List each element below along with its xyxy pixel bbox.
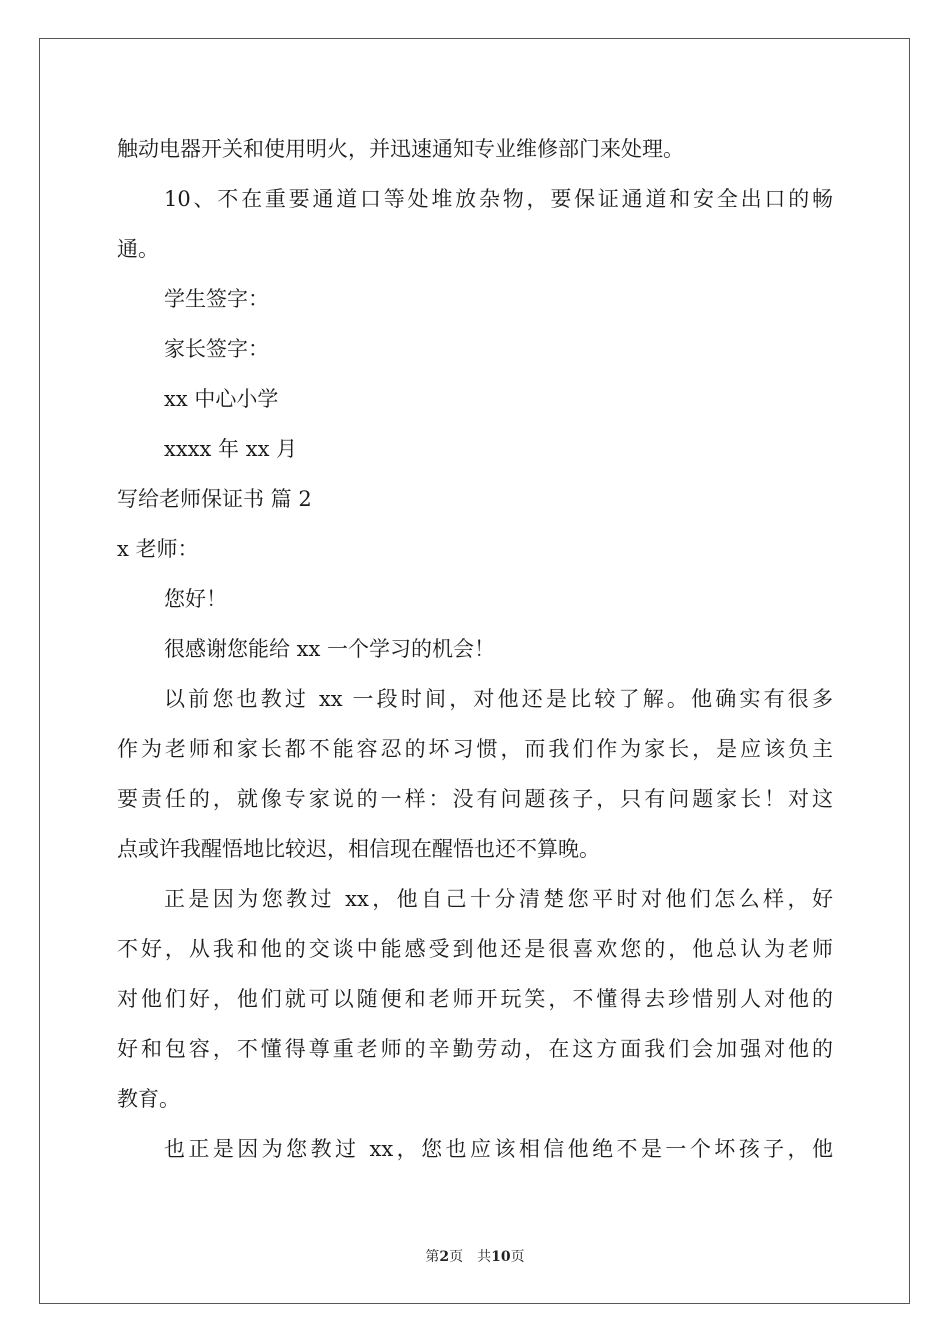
page-prefix: 第	[425, 1249, 440, 1265]
body-line: 不好，从我和他的交谈中能感受到他还是很喜欢您的，他总认为老师	[117, 937, 833, 961]
school-name: xx 中心小学	[164, 387, 279, 411]
total-prefix: 共	[477, 1249, 492, 1265]
student-signature-line: 学生签字：	[164, 287, 269, 311]
body-line: 作为老师和家长都不能容忍的坏习惯，而我们作为家长，是应该负主	[117, 737, 833, 761]
body-line: 好和包容，不懂得尊重老师的辛勤劳动，在这方面我们会加强对他的	[117, 1037, 833, 1061]
body-line: 也正是因为您教过 xx，您也应该相信他绝不是一个坏孩子，他	[164, 1137, 833, 1161]
greeting: 您好！	[164, 587, 227, 611]
body-line: 教育。	[117, 1087, 180, 1111]
page-suffix: 页	[449, 1249, 464, 1265]
parent-signature-line: 家长签字：	[164, 337, 269, 361]
body-line: 对他们好，他们就可以随便和老师开玩笑，不懂得去珍惜别人对他的	[117, 987, 833, 1011]
page-footer	[0, 1246, 950, 1266]
body-line: 触动电器开关和使用明火，并迅速通知专业维修部门来处理。	[117, 137, 684, 161]
body-line: 要责任的，就像专家说的一样：没有问题孩子，只有问题家长！对这	[117, 787, 833, 811]
page-number: 2	[439, 1249, 450, 1265]
body-line: 通。	[117, 237, 159, 261]
body-line: 点或许我醒悟地比较迟，相信现在醒悟也还不算晚。	[117, 837, 600, 861]
document-body	[117, 124, 833, 1174]
section-heading: 写给老师保证书 篇 2	[117, 487, 312, 511]
total-pages: 10	[491, 1249, 511, 1265]
body-line: 10、不在重要通道口等处堆放杂物，要保证通道和安全出口的畅	[164, 187, 833, 211]
total-suffix: 页	[510, 1249, 525, 1265]
date-line: xxxx 年 xx 月	[164, 437, 298, 461]
body-line: 很感谢您能给 xx 一个学习的机会！	[164, 637, 496, 661]
body-line: 正是因为您教过 xx，他自己十分清楚您平时对他们怎么样，好	[164, 887, 833, 911]
salutation: x 老师：	[117, 537, 199, 561]
body-line: 以前您也教过 xx 一段时间，对他还是比较了解。他确实有很多	[164, 687, 833, 711]
